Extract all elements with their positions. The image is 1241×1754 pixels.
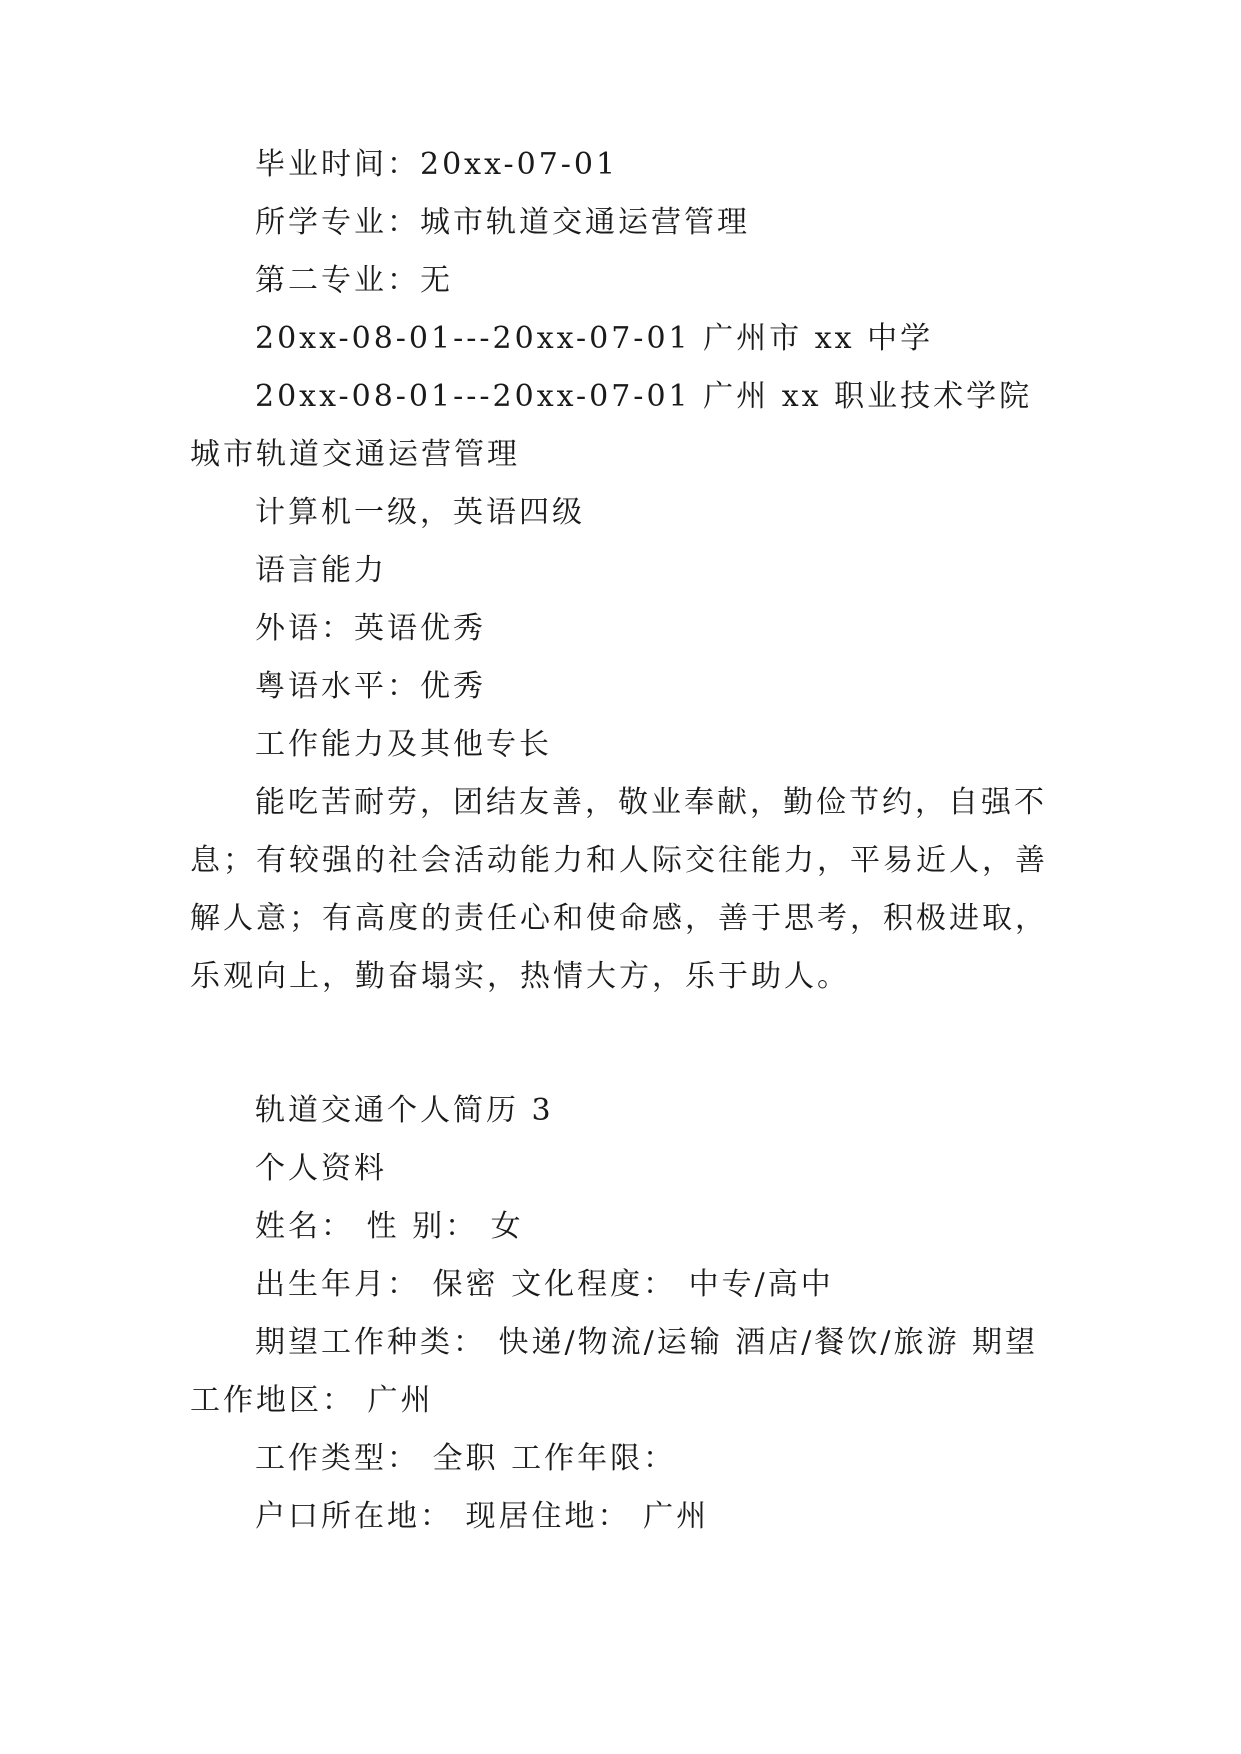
job-expectation: 期望工作种类： 快递/物流/运输 酒店/餐饮/旅游 期望工作地区： 广州 [190,1325,1039,1418]
education-entry-1: 20xx-08-01---20xx-07-01 广州市 xx 中学 [255,321,934,356]
major: 所学专业：城市轨道交通运营管理 [255,205,750,240]
profile-heading: 个人资料 [255,1151,387,1186]
name-gender: 姓名： 性 别： 女 [255,1209,524,1244]
birth-education: 出生年月： 保密 文化程度： 中专/高中 [255,1267,834,1302]
certificates: 计算机一级，英语四级 [255,495,585,530]
cantonese-level: 粤语水平：优秀 [255,669,486,704]
education-entry-2: 20xx-08-01---20xx-07-01 广州 xx 职业技术学院城市轨道交通运营管理 [190,379,1033,472]
graduation-time: 毕业时间：20xx-07-01 [255,147,619,182]
job-type: 工作类型： 全职 工作年限： [255,1441,677,1476]
resume-title: 轨道交通个人简历 3 [255,1093,554,1128]
resume-section-1 [190,136,1050,1006]
second-major: 第二专业：无 [255,263,453,298]
foreign-language: 外语：英语优秀 [255,611,486,646]
language-heading: 语言能力 [255,553,387,588]
skills-heading: 工作能力及其他专长 [255,727,552,762]
skills-text: 能吃苦耐劳，团结友善，敬业奉献，勤俭节约，自强不息；有较强的社会活动能力和人际交往能力，平易近人，善解人意；有高度的责任心和使命感，善于思考，积极进取，乐观向上，勤奋塌实，热情大方，乐于助人。 [190,785,1048,994]
resume-section-2 [190,1082,1050,1546]
residence: 户口所在地： 现居住地： 广州 [255,1499,710,1534]
